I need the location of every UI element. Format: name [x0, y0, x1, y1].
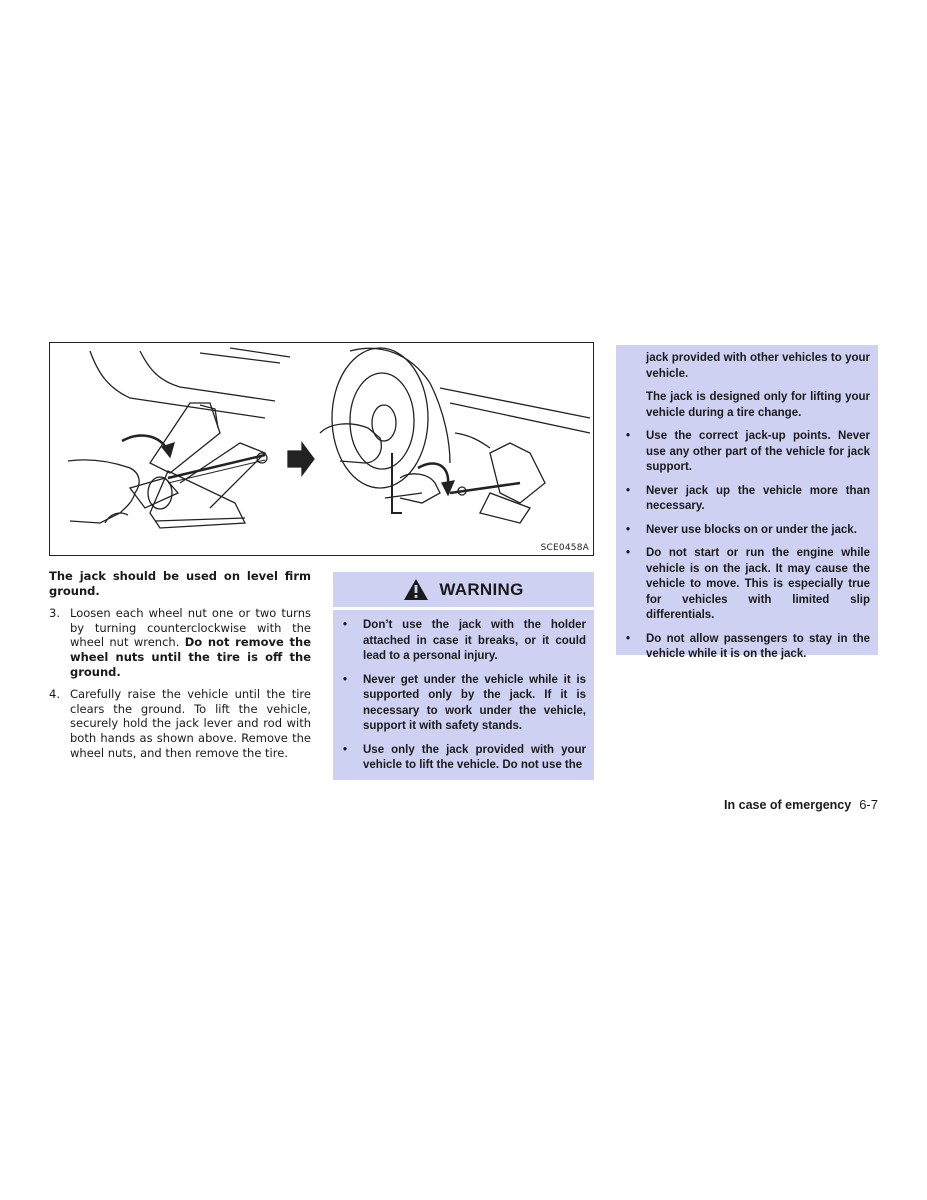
warning-bullet: • Use only the jack provided with your vehicle to lift the vehicle. Do not use the [341, 743, 586, 774]
step-text: Loosen each wheel nut one or two turns by turning counterclockwise with the wheel nut wrench. Do not remove the wheel nuts until the tire is off the ground. [70, 606, 311, 679]
step-text: Carefully raise the vehicle until the tire clears the ground. To lift the vehicle, securely hold the jack lever and rod with both hands as shown above. Remove the wheel nuts, and then remove the tire. [70, 687, 311, 760]
instructions-column [49, 569, 311, 768]
warning-body [333, 610, 594, 780]
bullet-dot: • [343, 619, 348, 631]
bullet-dot: • [626, 632, 631, 645]
step-emphasis: Do not remove the wheel nuts until the tire is off the ground. [70, 635, 311, 679]
warning-bullet: • Use the correct jack-up points. Never use any other part of the vehicle for jack support. [624, 429, 870, 476]
step-number: 4. [49, 687, 60, 702]
warning-triangle-icon [403, 578, 429, 601]
warning-bullet: • Don’t use the jack with the holder attached in case it breaks, or it could lead to a personal injury. [341, 618, 586, 665]
lead-instruction: The jack should be used on level firm ground. [49, 569, 311, 598]
warning-title: WARNING [439, 579, 524, 599]
bullet-dot: • [343, 743, 348, 756]
bullet-dot: • [626, 523, 631, 536]
bullet-dot: • [343, 673, 348, 686]
bullet-dot: • [626, 547, 631, 559]
page-number: 6-7 [859, 797, 878, 812]
warning-bullet: • Never jack up the vehicle more than necessary. [624, 484, 870, 515]
warning-bullet: • Never use blocks on or under the jack. [624, 523, 870, 539]
bullet-dot: • [626, 484, 631, 497]
figure-code: SCE0458A [540, 543, 589, 553]
section-name: In case of emergency [724, 798, 852, 812]
warning-bullet: • Do not allow passengers to stay in the vehicle while it is on the jack. [624, 632, 870, 663]
warning-continuation [616, 345, 878, 660]
step-3 [49, 606, 311, 679]
warning-continued-text: jack provided with other vehicles to your vehicle. [646, 352, 870, 380]
warning-header [333, 572, 594, 607]
warning-bullet: • Never get under the vehicle while it is supported only by the jack. If it is necessary to work under the vehicle, support it with safety stands. [341, 673, 586, 735]
page-footer [724, 797, 878, 812]
warning-bullet: • Do not start or run the engine while vehicle is on the jack. It may cause the vehicle to move. This is especially true for vehicles with limited slip differentials. [624, 546, 870, 624]
bullet-dot: • [626, 430, 631, 442]
warning-note: The jack is designed only for lifting your vehicle during a tire change. [646, 391, 870, 419]
jack-illustration [49, 342, 594, 556]
step-number: 3. [49, 606, 60, 621]
step-4 [49, 687, 311, 760]
jack-drawing [50, 343, 593, 555]
